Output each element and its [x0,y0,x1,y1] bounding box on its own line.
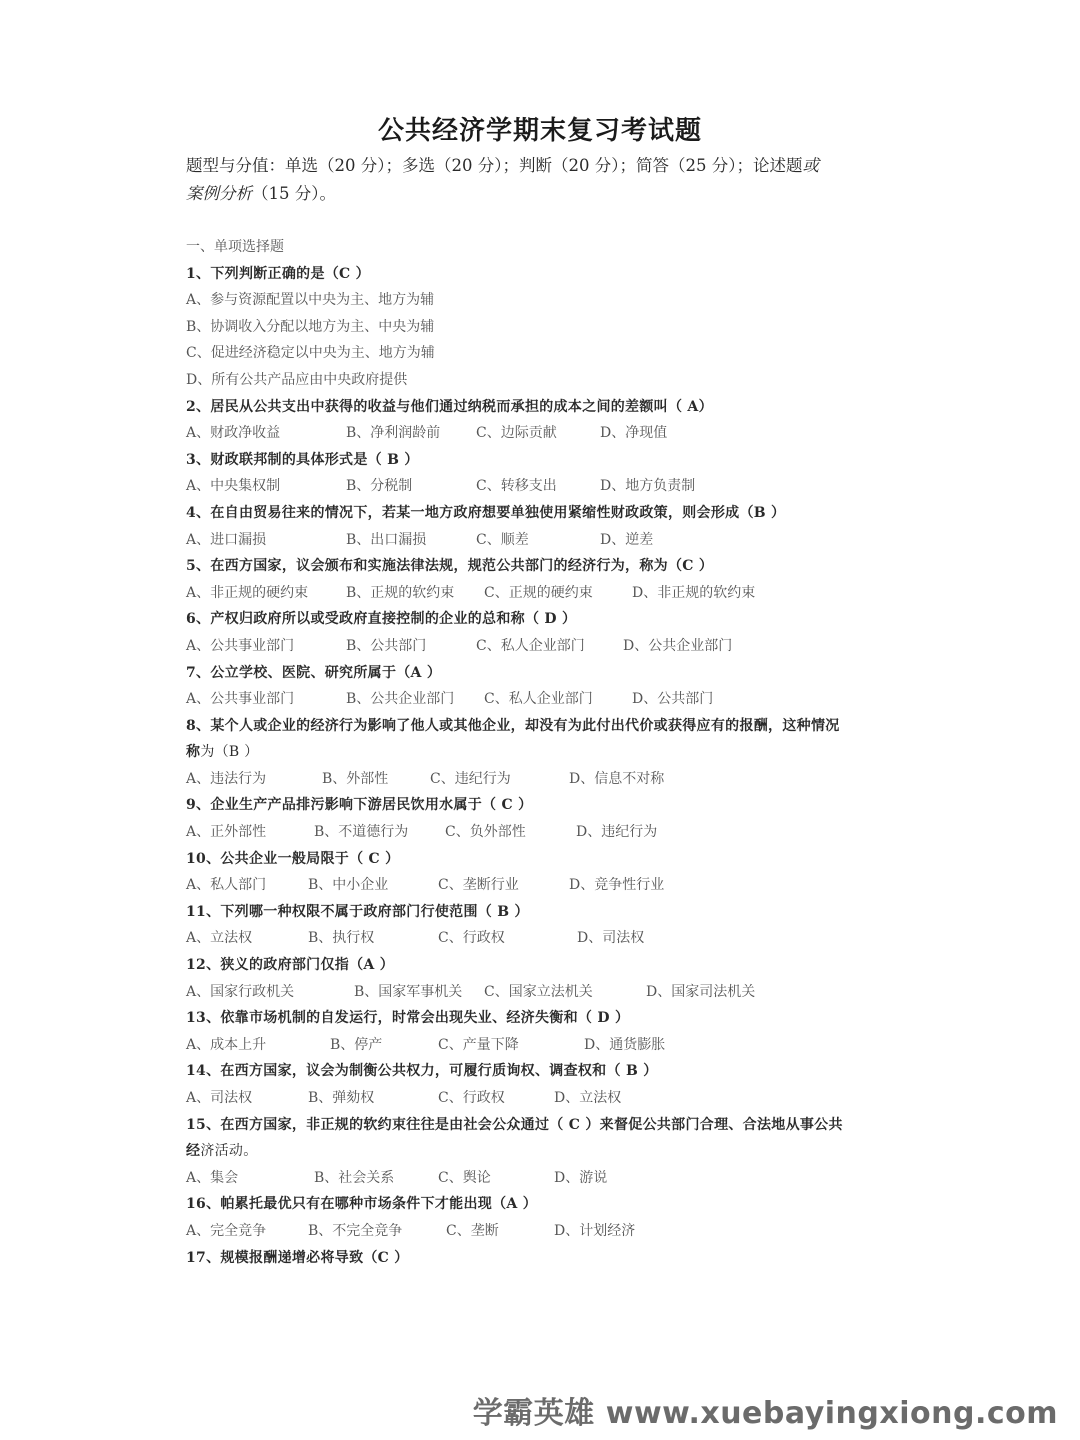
option-d: D、司法权 [577,930,645,947]
q15-tail: 济活动。 [200,1143,258,1160]
option-c: C、国家立法机关 [484,983,593,1000]
option-b: B、出口漏损 [346,531,427,548]
question-9: 9、企业生产产品排污影响下游居民饮用水属于（ C ） [186,797,533,814]
option-d: D、游说 [554,1169,608,1186]
q12-options [186,979,906,1006]
option-c: C、垄断行业 [438,877,519,894]
question-4: 4、在自由贸易往来的情况下，若某一地方政府想要单独使用紧缩性财政政策，则会形成（B ） [186,504,786,521]
question-10: 10、公共企业一般局限于（ C ） [186,850,400,867]
option-b: B、社会关系 [314,1169,395,1186]
option-b: B、分税制 [346,478,413,495]
option-a: A、正外部性 [186,824,267,841]
option-d: D、公共部门 [632,691,714,708]
q5-options [186,580,906,607]
question-2: 2、居民从公共支出中获得的收益与他们通过纳税而承担的成本之间的差额叫（ A） [186,398,713,415]
option-a: A、私人部门 [186,877,267,894]
option-d: D、计划经济 [554,1222,636,1239]
intro-italic-or: 或 [802,156,819,175]
q2-options [186,420,906,447]
option-d: D、净现值 [600,425,668,442]
option-c: C、行政权 [438,1090,505,1106]
option-b: B、中小企业 [308,877,389,894]
option-c: C、违纪行为 [430,770,511,787]
option-c: C、边际贡献 [476,425,557,442]
option-c: C、舆论 [438,1169,491,1186]
q1-option-d: D、所有公共产品应由中央政府提供 [186,371,408,388]
option-b: B、弹劾权 [308,1090,375,1106]
option-d: D、公共企业部门 [623,637,733,654]
intro-score: （15 分）。 [252,184,336,203]
q7-options [186,686,906,713]
question-11: 11、下列哪一种权限不属于政府部门行使范围（ B ） [186,903,529,920]
option-d: D、违纪行为 [576,824,658,841]
q13-options [186,1032,906,1059]
option-b: B、停产 [330,1036,383,1053]
option-a: A、公共事业部门 [186,637,295,654]
q11-options [186,925,906,952]
question-15-continued [186,1138,906,1165]
option-a: A、公共事业部门 [186,691,295,708]
q9-options [186,819,906,846]
question-1: 1、下列判断正确的是（C ） [186,265,370,282]
option-a: A、集会 [186,1169,239,1186]
option-a: A、国家行政机关 [186,983,295,1000]
option-c: C、转移支出 [476,478,557,495]
exam-intro [186,152,906,208]
q3-options [186,473,906,500]
option-b: B、正规的软约束 [346,584,455,601]
option-a: A、财政净收益 [186,425,281,442]
q15-options [186,1165,906,1192]
option-b: B、不道德行为 [314,824,409,841]
q8-cont: 称 [186,744,201,761]
page-title: 公共经济学期末复习考试题 [377,116,702,146]
question-5: 5、在西方国家，议会颁布和实施法律法规，规范公共部门的经济行为，称为（C ） [186,558,714,575]
option-a: A、成本上升 [186,1036,267,1053]
q16-options [186,1218,906,1245]
q1-option-c: C、促进经济稳定以中央为主、地方为辅 [186,345,435,362]
option-c: C、负外部性 [445,824,526,841]
option-c: C、私人企业部门 [484,691,593,708]
option-c: C、正规的硬约束 [484,584,593,601]
option-a: A、中央集权制 [186,478,281,495]
option-d: D、立法权 [554,1090,622,1106]
option-c: C、私人企业部门 [476,637,585,654]
option-b: B、公共部门 [346,637,427,654]
option-d: D、通货膨胀 [584,1036,666,1053]
q6-options [186,633,906,660]
q4-options [186,527,906,554]
question-15: 15、在西方国家，非正规的软约束往往是由社会公众通过（ C ）来督促公共部门合理、合法地从事公共 [186,1116,843,1133]
option-c: C、行政权 [438,930,505,947]
q1-option-b: B、协调收入分配以地方为主、中央为辅 [186,318,435,335]
question-list [186,234,906,1271]
option-b: B、公共企业部门 [346,691,455,708]
option-a: A、违法行为 [186,770,267,787]
intro-text: 题型与分值：单选（20 分）；多选（20 分）；判断（20 分）；简答（25 分）；论述题 [186,156,803,175]
option-b: B、执行权 [308,930,375,947]
option-a: A、进口漏损 [186,531,267,548]
q15-cont: 经 [186,1143,201,1160]
option-d: D、逆差 [600,531,654,548]
q10-options [186,872,906,899]
question-12: 12、狭义的政府部门仅指（A ） [186,957,395,974]
option-b: B、外部性 [322,770,389,787]
option-a: A、非正规的硬约束 [186,584,309,601]
option-c: C、产量下降 [438,1036,519,1053]
option-a: A、立法权 [186,930,253,947]
option-d: D、竞争性行业 [569,877,665,894]
question-7: 7、公立学校、医院、研究所属于（A ） [186,664,442,681]
option-b: B、不完全竞争 [308,1222,403,1239]
option-b: B、国家军事机关 [354,983,463,1000]
intro-italic-case: 案例分析 [186,184,252,203]
option-a: A、司法权 [186,1090,253,1106]
question-17: 17、规模报酬递增必将导致（C ） [186,1249,409,1266]
option-a: A、完全竞争 [186,1222,267,1239]
question-16: 16、帕累托最优只有在哪种市场条件下才能出现（A ） [186,1196,538,1213]
q14-options [186,1085,906,1112]
option-d: D、国家司法机关 [646,983,756,1000]
option-c: C、顺差 [476,531,529,548]
q8-tail: 为（B ） [200,744,259,761]
option-b: B、净利润龄前 [346,425,441,442]
question-14: 14、在西方国家，议会为制衡公共权力，可履行质询权、调查权和（ B ） [186,1063,658,1080]
question-13: 13、依靠市场机制的自发运行，时常会出现失业、经济失衡和（ D ） [186,1010,630,1027]
section-heading: 一、单项选择题 [186,239,284,255]
question-3: 3、财政联邦制的具体形式是（ B ） [186,451,419,468]
question-8: 8、某个人或企业的经济行为影响了他人或其他企业，却没有为此付出代价或获得应有的报酬，这种情况 [186,717,840,734]
option-c: C、垄断 [446,1222,499,1239]
option-d: D、非正规的软约束 [632,584,756,601]
q1-option-a: A、参与资源配置以中央为主、地方为辅 [186,292,435,309]
question-6: 6、产权归政府所以或受政府直接控制的企业的总和称（ D ） [186,611,577,628]
watermark: 学霸英雄 www.xuebayingxiong.com [472,1396,1058,1431]
q8-options [186,766,906,793]
option-d: D、信息不对称 [569,770,665,787]
option-d: D、地方负责制 [600,478,696,495]
question-8-continued [186,739,906,766]
